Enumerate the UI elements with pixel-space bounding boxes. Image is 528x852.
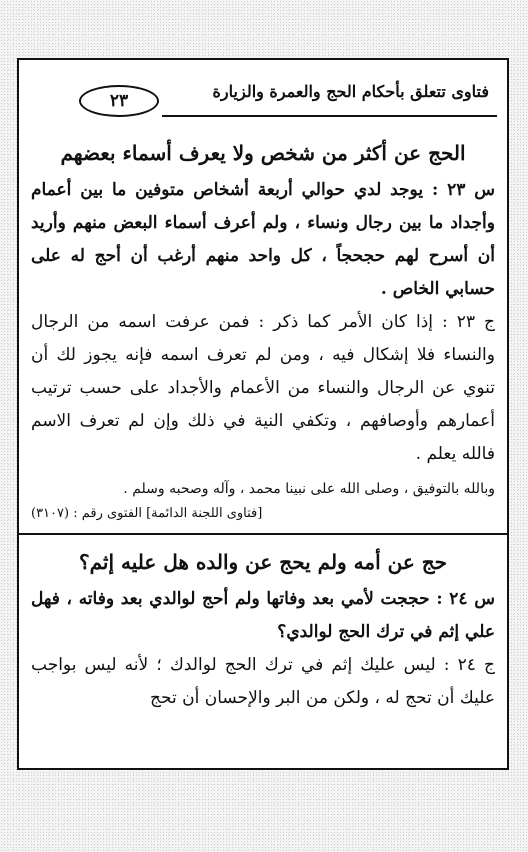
page-number-badge: ٢٣ — [79, 85, 159, 117]
page-header — [19, 60, 507, 124]
header-rule — [162, 115, 497, 117]
fatwa-reference: [فتاوى اللجنة الدائمة] الفتوى رقم : (٣١٠٧) — [31, 506, 263, 521]
running-title: فتاوى تتعلق بأحكام الحج والعمرة والزيارة — [212, 82, 489, 101]
book-page — [17, 58, 509, 770]
section-heading-2: حج عن أمه ولم يحج عن والده هل عليه إثم؟ — [78, 550, 448, 574]
question-23: س ٢٣ : يوجد لدي حوالي أربعة أشخاص متوفين ما بين أعمام وأجداد ما بين رجال ونساء ، ولم أعرف أسماء البعض منهم وأريد أن أسرح لهم حجحجاً ، كل واحد منهم أرغب أن أحج له على حسابي الخاص . — [31, 180, 496, 299]
section-divider — [19, 533, 507, 535]
section-heading-1: الحج عن أكثر من شخص ولا يعرف أسماء بعضهم — [60, 141, 466, 165]
answer-23: ج ٢٣ : إذا كان الأمر كما ذكر : فمن عرفت اسمه من الرجال والنساء فلا إشكال فيه ، ومن لم تعرف اسمه فإنه يجوز لك أن تنوي عن الرجال والنساء من الأعمام والأجداد على حسب ترتيب أعمارهم وأوصافهم ، وتكفي النية في ذلك وإن لم تعرف الاسم فالله يعلم . — [31, 312, 495, 464]
closing-prayer: وبالله بالتوفيق ، وصلى الله على نبينا محمد ، وآله وصحبه وسلم . — [123, 481, 495, 497]
answer-24: ج ٢٤ : ليس عليك إثم في ترك الحج لوالدك ؛ لأنه ليس بواجب عليك أن تحج له ، ولكن من البر والإحسان أن تحج — [31, 655, 495, 708]
page-content — [31, 126, 495, 715]
question-24: س ٢٤ : حججت لأمي بعد وفاتها ولم أحج لوالدي بعد وفاته ، فهل علي إثم في ترك الحج لوالدي؟ — [31, 589, 495, 642]
